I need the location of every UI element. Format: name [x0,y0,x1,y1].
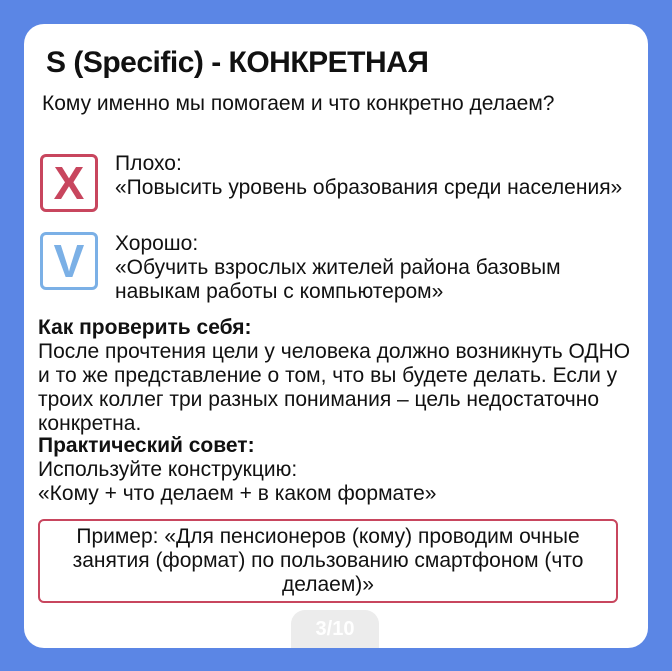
good-example-label: Хорошо: [115,232,199,255]
self-check-text: После прочтения цели у человека должно возникнуть ОДНО и то же представление о том, что вы будете делать. Если у троих коллег три разных понимания – цель недостаточно конкретна. [38,340,631,435]
page-indicator-text: 3/10 [315,617,355,640]
cross-icon-letter: X [53,157,85,209]
practical-tip-line1: Используйте конструкцию: [38,458,298,481]
check-icon-letter: V [53,235,85,287]
good-example [115,232,645,304]
practical-tip-heading: Практический совет: [38,434,255,457]
example-text: Пример: «Для пенсионеров (кому) проводим очные занятия (формат) по пользованию смартфоном (что делаем)» [72,525,584,596]
slide-card [24,24,648,648]
lead-question: Кому именно мы помогаем и что конкретно делаем? [42,92,555,115]
check-icon [40,232,98,290]
self-check-heading: Как проверить себя: [38,316,252,339]
bad-example-label: Плохо: [115,152,182,175]
page-indicator [291,610,379,648]
practical-tip-section [38,434,638,506]
bad-example [115,152,645,200]
bad-example-text: «Повысить уровень образования среди населения» [115,176,623,199]
cross-icon [40,154,98,212]
practical-tip-line2: «Кому + что делаем + в каком формате» [38,482,437,505]
good-example-text: «Обучить взрослых жителей района базовым навыкам работы с компьютером» [115,256,561,303]
example-box [38,519,618,603]
slide-title: S (Specific) - КОНКРЕТНАЯ [46,46,429,79]
self-check-section [38,316,638,436]
